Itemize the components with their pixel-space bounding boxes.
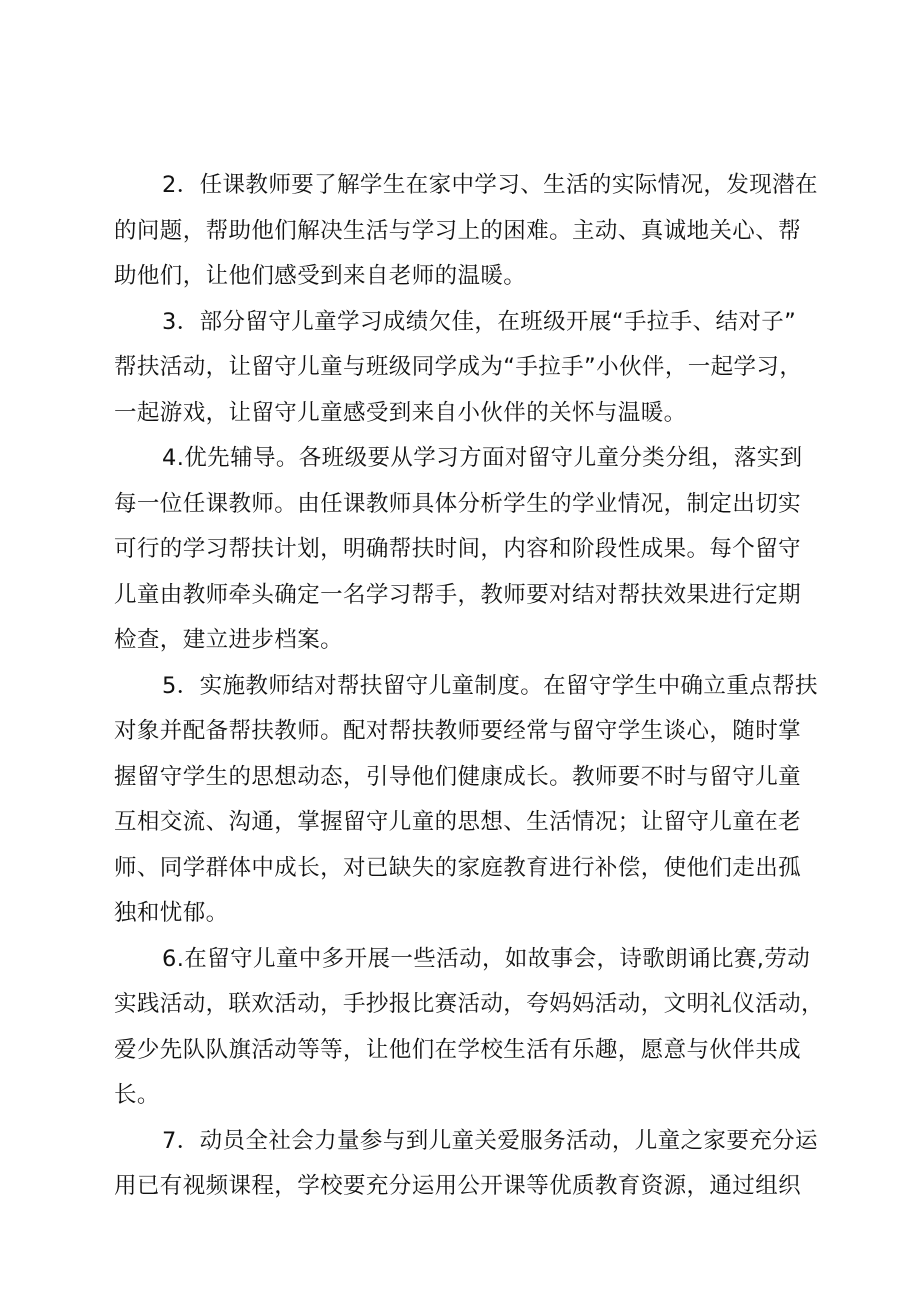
text-line: 助他们，让他们感受到来自老师的温暖。 bbox=[114, 263, 527, 289]
paragraph-item-4 bbox=[114, 436, 822, 664]
document-body bbox=[114, 163, 824, 1210]
text-line: 互相交流、沟通，掌握留守儿童的思想、生活情况；让留守儿童在老 bbox=[114, 809, 802, 835]
text-line: 用已有视频课程，学校要充分运用公开课等优质教育资源，通过组织 bbox=[114, 1173, 802, 1199]
text-line: 7．动员全社会力量参与到儿童关爱服务活动，儿童之家要充分运 bbox=[162, 1127, 818, 1154]
text-line: 师、同学群体中成长，对已缺失的家庭教育进行补偿，使他们走出孤 bbox=[114, 854, 802, 881]
text-line: 爱少先队队旗活动等等，让他们在学校生活有乐趣，愿意与伙伴共成 bbox=[114, 1036, 802, 1063]
text-line: 2．任课教师要了解学生在家中学习、生活的实际情况，发现潜在 bbox=[162, 172, 818, 198]
text-line: 3．部分留守儿童学习成绩欠佳，在班级开展“手拉手、结对子” bbox=[162, 308, 797, 335]
text-line: 的问题，帮助他们解决生活与学习上的困难。主动、真诚地关心、帮 bbox=[114, 217, 802, 244]
text-line: 一起游戏，让留守儿童感受到来自小伙伴的关怀与温暖。 bbox=[114, 399, 687, 426]
text-line: 帮扶活动，让留守儿童与班级同学成为“手拉手”小伙伴，一起学习， bbox=[114, 354, 803, 380]
text-line: 可行的学习帮扶计划，明确帮扶时间，内容和阶段性成果。每个留守 bbox=[114, 536, 802, 562]
paragraph-item-3 bbox=[114, 300, 822, 437]
text-line: 对象并配备帮扶教师。配对帮扶教师要经常与留守学生谈心，随时掌 bbox=[114, 718, 802, 744]
text-line: 儿童由教师牵头确定一名学习帮手，教师要对结对帮扶效果进行定期 bbox=[114, 581, 802, 608]
paragraph-item-6 bbox=[114, 937, 824, 1119]
text-line: 长。 bbox=[114, 1082, 160, 1108]
text-line: 4.优先辅导。各班级要从学习方面对留守儿童分类分组，落实到 bbox=[162, 445, 803, 471]
text-line: 实践活动，联欢活动，手抄报比赛活动，夸妈妈活动，文明礼仪活动， bbox=[114, 991, 824, 1017]
paragraph-item-7 bbox=[114, 1119, 822, 1210]
text-line: 每一位任课教师。由任课教师具体分析学生的学业情况，制定出切实 bbox=[114, 490, 802, 517]
text-line: 握留守学生的思想动态，引导他们健康成长。教师要不时与留守儿童 bbox=[114, 763, 802, 790]
text-line: 独和忧郁。 bbox=[114, 900, 229, 926]
paragraph-item-5 bbox=[114, 664, 822, 937]
text-line: 5．实施教师结对帮扶留守儿童制度。在留守学生中确立重点帮扶 bbox=[162, 672, 818, 699]
text-line: 检查，建立进步档案。 bbox=[114, 627, 344, 653]
paragraph-item-2 bbox=[114, 163, 822, 300]
text-line: 6.在留守儿童中多开展一些活动，如故事会，诗歌朗诵比赛,劳动 bbox=[162, 945, 811, 972]
